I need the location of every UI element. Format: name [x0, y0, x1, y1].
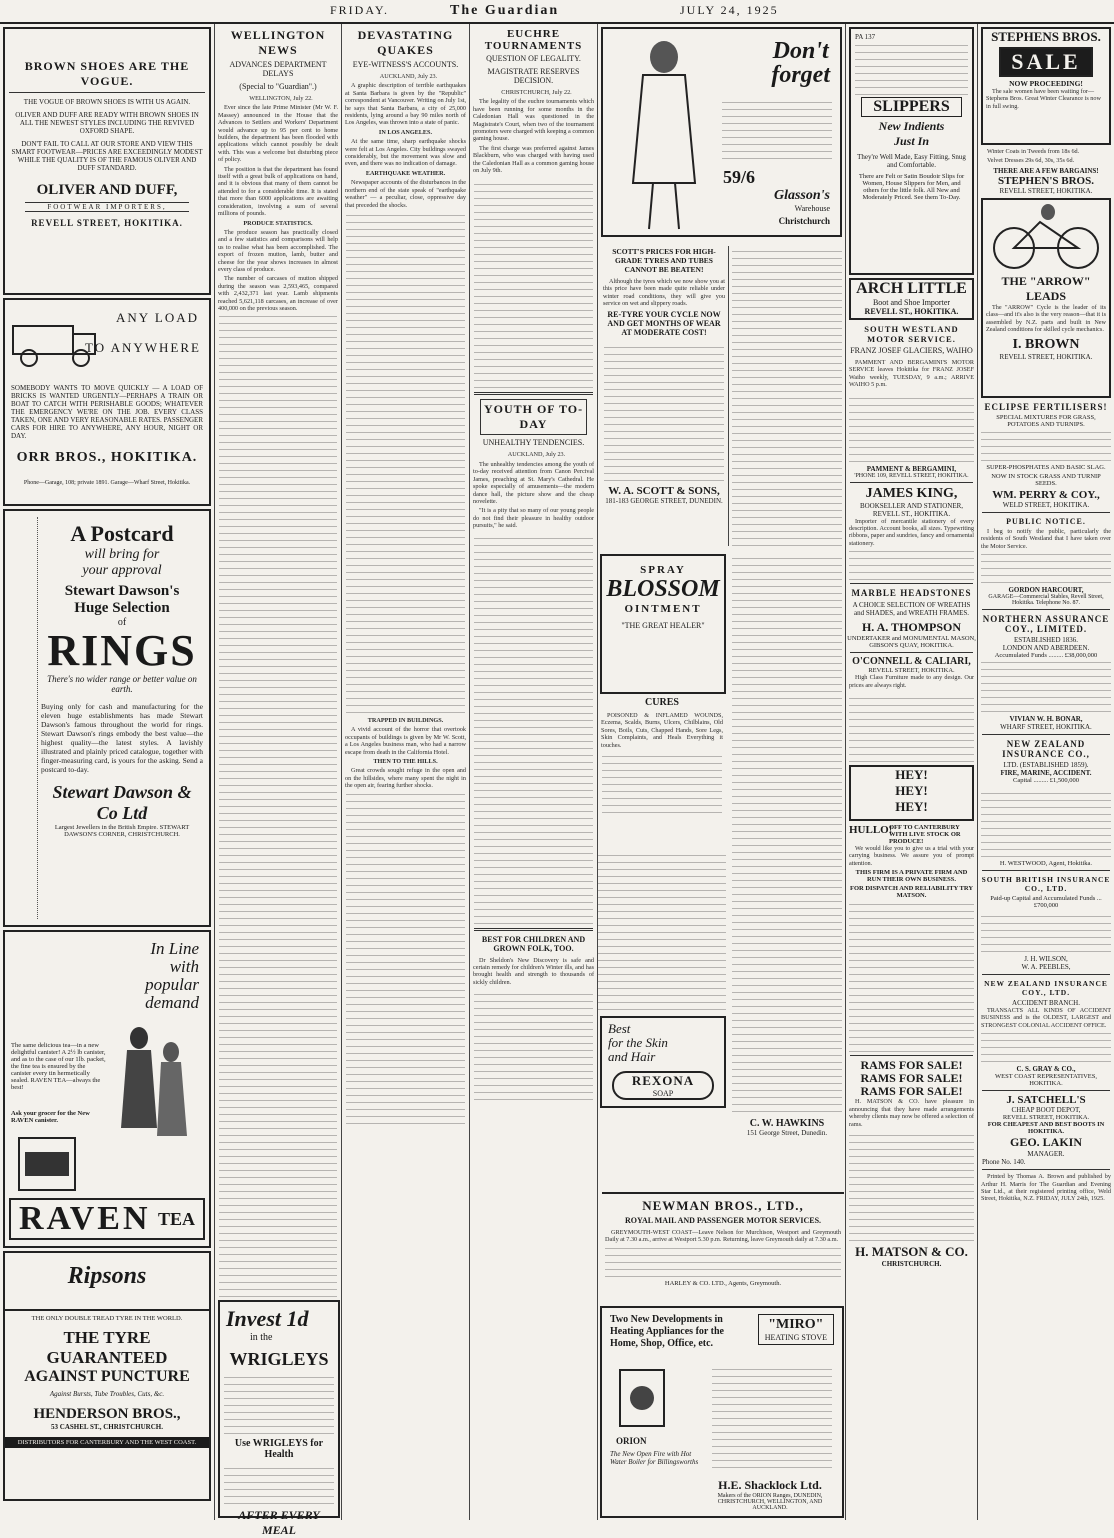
shacklock-headline-1: Two New Developments in [610, 1314, 723, 1325]
blossom-ointment-ad [600, 554, 726, 694]
raven-headline-2: with [169, 957, 199, 976]
raven-tea-ad [3, 930, 211, 1248]
shacklock-firm: H.E. Shacklock Ltd. [718, 1478, 822, 1492]
masthead-paper: The Guardian [450, 3, 560, 18]
public-notice-body: I beg to notify the public, particularly the residents of South Westland that I have taken over the Motor Service. [981, 527, 1111, 550]
motor-service-body: PAMMENT AND BERGAMINI'S MOTOR SERVICE leaves Hokitika for FRANZ JOSEF Waiho weekly, TUESDAY, 9 a.m.; ARRIVE WAIHO 5 p.m. [849, 359, 974, 389]
stephens-address: REVELL STREET, HOKITIKA. [999, 186, 1093, 195]
northern-address: WHARF STREET, HOKITIKA. [1000, 723, 1092, 732]
youth-article [473, 451, 594, 529]
orion-brand: ORION [616, 1436, 647, 1446]
newman-timetable [605, 1247, 841, 1277]
rings-line-5: Huge Selection [74, 600, 170, 616]
blossom-continued-text [602, 753, 722, 813]
quakes-article-2 [345, 717, 466, 790]
james-king-body: Importer of mercantile stationery of every description. Account books, all sizes. Typewriting ribbons, paper and sundries, fancy and ornamental stationery. [849, 517, 974, 547]
euchre-continued-text [474, 178, 593, 388]
fertiliser-text [981, 431, 1111, 461]
wrigleys-in-the: in the [250, 1332, 273, 1343]
wrigleys-brand: WRIGLEYS [229, 1349, 329, 1369]
scott-title: SCOTT'S PRICES FOR HIGH-GRADE TYRES AND TUBES CANNOT BE BEATEN! [612, 247, 716, 274]
quakes-p3: Newspaper accounts of the disturbances in the northern end of the state speak of "earthquake weather" — a peculiar, close, oppressive day that preceded the shocks. [345, 179, 466, 209]
masthead-day: FRIDAY. [330, 3, 390, 17]
scott-address: 181-183 GEORGE STREET, DUNEDIN. [605, 496, 723, 505]
motor-service-title: SOUTH WESTLAND MOTOR SERVICE. [864, 324, 959, 344]
hey-dispatch: FOR DISPATCH AND RELIABILITY TRY MATSON. [849, 885, 974, 900]
wellington-title: WELLINGTON NEWS [230, 28, 326, 57]
soap-cake-icon [612, 1071, 714, 1100]
satchell-role: MANAGER. [1027, 1150, 1065, 1159]
james-king-subtitle: BOOKSELLER AND STATIONER, [859, 501, 964, 510]
hawkins-firm: C. W. HAWKINS [749, 1118, 825, 1129]
load-title-1: ANY LOAD [115, 310, 199, 325]
arrow-address: REVELL STREET, HOKITIKA. [999, 353, 1093, 362]
northern-text [981, 662, 1111, 712]
hullo: HULLO! [849, 824, 893, 837]
matson-firm: H. MATSON & CO. [855, 1243, 968, 1259]
satchell-title: J. SATCHELL'S [1006, 1094, 1086, 1107]
fertiliser-title: ECLIPSE FERTILISERS! [984, 401, 1108, 412]
satchell-manager: GEO. LAKIN [1009, 1135, 1082, 1150]
nzins-lines: FIRE, MARINE, ACCIDENT. [1000, 769, 1092, 778]
wellington-p4: The produce season has practically closed and a few statistics and comparisons will help us to realise what has been accomplished. The export of frozen mutton, lamb, butter and cheese for the year shows increases in almost every class of produce. [218, 228, 338, 273]
oconnell-continued [849, 692, 974, 762]
quakes-continued-text-2 [346, 794, 465, 1124]
glassons-headline-2: forget [771, 62, 830, 88]
tyre-line-1: THE TYRE [63, 1328, 151, 1347]
fertiliser-line-3: NOW IN STOCK GRASS AND TURNIP SEEDS. [991, 472, 1101, 487]
wrigleys-ad [218, 1300, 340, 1537]
wellington-continued-text [219, 316, 337, 1416]
shoes-line-2: OLIVER AND DUFF ARE READY WITH BROWN SHOES IN ALL THE NEWEST STYLES INCLUDING THE REVIVED OXFORD SHAPE. [15, 111, 199, 135]
northern-funds: Accumulated Funds ......... £38,000,000 [994, 652, 1098, 660]
hey-3: HEY! [895, 799, 928, 815]
wrigleys-headline: Invest 1d [226, 1306, 309, 1331]
quakes-dateline: AUCKLAND, July 23. [379, 73, 438, 80]
load-title-2: TO ANYWHERE [84, 340, 201, 355]
wellington-h1: PRODUCE STATISTICS. [243, 219, 313, 227]
euchre-article [473, 89, 594, 174]
glassons-firm: Glasson's [773, 188, 830, 203]
stove-icon [612, 1364, 672, 1434]
motor-service-subtitle: FRANZ JOSEF GLACIERS, WAIHO [850, 346, 973, 355]
newman-body: GREYMOUTH-WEST COAST—Leave Nelson for Murchison, Westport and Greymouth Daily at 7.30 a.m., arrive at Westport 5.30 p.m. Returning, leave Greymouth daily at 7.30 a.m. [605, 1229, 841, 1244]
shacklock-headline-2: Heating Appliances for the [610, 1326, 724, 1337]
matson-city: CHRISTCHURCH. [881, 1259, 942, 1268]
raven-body: The same delicious tea—in a new delightful canister! A 2½ lb canister, and as to the case of our 1lb. packet, the fine tea is ensured by the canister every tin hermetically sealed. RAVEN TEA—always the best! [11, 1042, 106, 1091]
youth-p1: The unhealthy tendencies among the youth of to-day received attention from Canon Percival James, preaching at St. Mary's Cathedral. He spoke especially of amusements—the modern dance hall, the picture show and the cheap novelette. [473, 460, 594, 505]
shoes-trade: FOOTWEAR IMPORTERS, [25, 202, 189, 212]
shacklock-headline-3: Home, Shop, Office, etc. [610, 1338, 714, 1349]
arrow-body: The "ARROW" Cycle is the leader of its class—and it's also is the very reason—that it is assembled by N.Z. parts and built in New Zealand conditions for skilled cycle mechanics. [986, 303, 1106, 334]
euchre-dateline: CHRISTCHURCH, July 22. [501, 89, 572, 96]
quakes-continued-text [346, 213, 465, 713]
thompson-trade: UNDERTAKER and MONUMENTAL MASON, [847, 635, 976, 643]
wrigleys-after-every-meal: AFTER EVERY MEAL [238, 1508, 320, 1537]
stephens-ad [981, 27, 1111, 145]
sbi-capital: Paid-up Capital and Accumulated Funds ... £700,000 [990, 895, 1102, 910]
hey-body: We would like you to give us a trial with your carrying business. We assure you of prompt attention. [849, 845, 974, 867]
tyre-address: 53 CASHEL ST., CHRISTCHURCH. [51, 1423, 163, 1431]
sbi-text [981, 912, 1111, 952]
arrow-firm: I. BROWN [1012, 337, 1080, 353]
arch-little-firm: ARCH LITTLE [856, 280, 967, 297]
tyre-tagline: THE ONLY DOUBLE TREAD TYRE IN THE WORLD. [31, 1315, 183, 1322]
nzins-text [981, 787, 1111, 857]
column-5-text-3 [598, 850, 726, 1010]
children-body: Dr Sheldon's New Discovery is safe and certain remedy for children's Winter ills, and has brought health and strength to thousands of sickly children. [473, 956, 594, 986]
oconnell-title: O'CONNELL & CALIARI, [852, 656, 971, 668]
quakes-subtitle: EYE-WITNESS'S ACCOUNTS. [352, 60, 459, 69]
column-1 [0, 24, 215, 1520]
wrigleys-small-print-2 [224, 1464, 334, 1504]
glassons-small-print [722, 99, 832, 159]
tea-canister-icon [15, 1132, 79, 1192]
raven-headline-4: demand [145, 993, 199, 1012]
youth-continued-text [474, 534, 593, 924]
arrow-cycle-ad [981, 198, 1111, 398]
rams-2: RAMS FOR SALE! [860, 1071, 963, 1086]
blossom-great-healer: "THE GREAT HEALER" [621, 621, 705, 630]
slippers-line-1: They're Well Made, Easy Fitting, Snug and Comfortable. [857, 153, 966, 169]
rings-line-1: A Postcard [70, 521, 174, 546]
column-3 [342, 24, 470, 1520]
hey-livestock: OFF TO CANTERBURY WITH LIVE STOCK OR PRODUCE! [889, 824, 961, 846]
rings-line-4: Stewart Dawson's [64, 583, 180, 599]
sbi-firm: W. A. PEEBLES, [1021, 963, 1071, 972]
column-5-continued-text [732, 246, 842, 546]
hey-box [849, 765, 974, 821]
satchell-body: FOR CHEAPEST AND BEST BOOTS IN HOKITIKA. [987, 1121, 1105, 1136]
nzins-capital: Capital ......... £1,500,000 [1013, 777, 1079, 785]
euchre-subtitle-2: MAGISTRATE RESERVES DECISION. [487, 67, 580, 85]
orion-caption: The New Open Fire with Hot Water Boiler for Billingsworths [610, 1450, 699, 1466]
nzins-subtitle: LTD. (ESTABLISHED 1859). [1003, 761, 1089, 770]
hey-2: HEY! [895, 783, 928, 799]
rings-tagline: There's no wider range or better value on earth. [47, 674, 197, 694]
satchell-address: REVELL STREET, HOKITIKA. [1002, 1114, 1090, 1122]
sbi-title: SOUTH BRITISH INSURANCE CO., LTD. [981, 875, 1111, 894]
glassons-headline-1: Don't [772, 38, 829, 64]
youth-title: YOUTH OF TO-DAY [480, 399, 587, 435]
scott-tyres-ad [600, 246, 729, 546]
nzacc-address: WEST COAST REPRESENTATIVES, HOKITIKA. [995, 1073, 1097, 1088]
wrigleys-health: Use WRIGLEYS for Health [234, 1438, 324, 1460]
newman-subtitle: ROYAL MAIL AND PASSENGER MOTOR SERVICES. [624, 1216, 822, 1225]
women-figures-icon [109, 1018, 189, 1138]
northern-agent: VIVIAN W. H. BONAR, [1009, 715, 1083, 724]
shacklock-small-print [712, 1368, 832, 1468]
ring-border-icon [15, 517, 38, 919]
slippers-just-in: Just In [893, 134, 930, 148]
column-5-continued-text-3 [598, 850, 726, 1010]
raven-headline-1: In Line [150, 939, 199, 958]
glassons-price: 59/6 [723, 167, 756, 187]
stephens-now: NOW PROCEEDING! [1009, 79, 1083, 88]
tyre-line-4: Against Bursts, Tube Troubles, Cuts, &c. [49, 1390, 165, 1398]
tyre-brand: Ripsons [67, 1263, 147, 1289]
northern-subtitle: LONDON AND ABERDEEN. [1002, 644, 1090, 653]
sbi-agent: J. H. WILSON, [1024, 955, 1068, 964]
stephens-line-1: Winter Coats in Tweeds from 18s 6d. [987, 148, 1080, 155]
shacklock-ad [600, 1306, 844, 1518]
shoes-ad [3, 27, 211, 295]
euchre-p2: The first charge was preferred against James Blackburn, who was charged with having used the Caledonian Hall as a common gaming house on July 9th. [473, 144, 594, 175]
shoes-address: REVELL STREET, HOKITIKA. [31, 218, 183, 228]
tyre-footer: DISTRIBUTORS FOR CANTERBURY AND THE WEST COAST. [5, 1437, 209, 1448]
arch-little-trade: Boot and Shoe Importer [872, 298, 951, 307]
rams-continued [849, 1131, 974, 1241]
rexona-brand: REXONA [631, 1073, 695, 1088]
quakes-p4: A vivid account of the horror that overtook occupants of buildings is given by Mr W. Scott, a Los Angeles business man, who had a narrow escape from death in the California Hotel. [345, 726, 466, 756]
raven-ask: Ask your grocer for the New RAVEN canister. [11, 1110, 90, 1124]
quakes-h4: THEN TO THE HILLS. [373, 757, 438, 765]
blossom-spray: SPRAY [640, 564, 686, 576]
newman-title: NEWMAN BROS., LTD., [642, 1198, 804, 1213]
marble-title: MARBLE HEADSTONES [851, 588, 972, 599]
children-continued-text [474, 990, 593, 1100]
tyre-line-2: GUARANTEED [46, 1348, 168, 1367]
rexona-skin: for the Skin [608, 1035, 668, 1050]
glassons-city: Christchurch [778, 216, 830, 226]
thompson-firm: H. A. THOMPSON [861, 620, 962, 635]
youth-dateline: AUCKLAND, July 23. [507, 451, 566, 459]
column-4 [470, 24, 598, 1520]
euchre-subtitle: QUESTION OF LEGALITY. [486, 54, 581, 63]
youth-p2: "It is a pity that so many of our young people do not find their pleasure in healthy outdoor pursuits," he said. [473, 507, 594, 530]
column-5-text-2 [732, 552, 842, 1212]
rings-line-2: will bring for [84, 547, 160, 562]
marble-body: A CHOICE SELECTION OF WREATHS and SHADES, and WREATH FRAMES. [852, 601, 971, 618]
motor-service-timetable [849, 392, 974, 462]
wrigleys-small-print [224, 1374, 334, 1434]
rexona-best: Best [608, 1021, 631, 1036]
slippers-line-2: There are Felt or Satin Boudoir Slips for Women, House Slippers for Men, and others for the little folk. All New and Moderately Priced. See them To-Day. [858, 173, 965, 201]
james-king-address: REVELL ST., HOKITIKA. [872, 509, 951, 518]
scott-firm: W. A. SCOTT & SONS, [608, 484, 720, 497]
arch-little-ad [849, 278, 974, 320]
glassons-ad [601, 27, 842, 237]
motor-service-phone: 'PHONE 109, REVELL STREET, HOKITIKA. [854, 472, 969, 479]
load-ad [3, 298, 211, 506]
arrow-leads: LEADS [1025, 288, 1066, 303]
euchre-p1: The legality of the euchre tournaments which have been running for some months in the Caledonian Hall was questioned in the Magistrate's Court, when two of the tournament promoters were charged with keeping a common gaming house. [473, 98, 594, 143]
scott-price-list [604, 341, 724, 481]
nzacc-firm: C. S. GRAY & CO., [1016, 1065, 1076, 1074]
children-headline: BEST FOR CHILDREN AND GROWN FOLK, TOO. [481, 934, 586, 953]
james-king-continued [849, 550, 974, 580]
shacklock-address: Makers of the ORION Ranges, DUNEDIN, CHRISTCHURCH, WELLINGTON, AND AUCKLAND. [717, 1493, 823, 1511]
blossom-body: POISONED & INFLAMED WOUNDS, Eczema, Scalds, Burns, Ulcers, Chilblains, Old Sores, Boils, Cuts, Chapped Hands, Sore Legs, Skin Complaints, and Heals Everything it touches. [601, 712, 723, 749]
stephens-line-2: Velvet Dresses 29s 6d, 30s, 35s 6d. [987, 157, 1075, 165]
quakes-p2: At the same time, sharp earthquake shocks were felt at Los Angeles. City buildings swayed considerably, but the movement was slow and even, and there was no indication of damage. [345, 138, 466, 168]
quakes-title: DEVASTATING QUAKES [357, 28, 454, 57]
wellington-p2: The position is that the department has found itself with a great bulk of applications on hand, and it is obvious that many of them cannot be attended to for a considerable time. It is stated that more than 6000 applications are awaiting consideration, involving a sum of several millions of pounds. [218, 165, 338, 218]
rexona-soap: SOAP [652, 1089, 674, 1098]
shoes-line-1: THE VOGUE OF BROWN SHOES IS WITH US AGAIN. [23, 98, 191, 106]
wellington-dateline: WELLINGTON, July 22. [249, 95, 313, 102]
masthead-date: JULY 24, 1925 [680, 3, 779, 17]
newman-bros-ad [602, 1192, 844, 1304]
raven-tea-word: TEA [157, 1208, 195, 1229]
raven-brand: RAVEN [19, 1200, 151, 1237]
scott-body: Although the tyres which we now show you at this price have been made quite reliable under winter road conditions, they will give you service on wet and slippery roads. [603, 278, 725, 308]
quakes-article [345, 73, 466, 209]
slippers-new: New Indients [878, 119, 945, 133]
nzins-title: NEW ZEALAND INSURANCE CO., [1002, 739, 1090, 760]
fertiliser-line-2: SUPER-PHOSPHATES AND BASIC SLAG. [986, 463, 1106, 471]
column-5-text [732, 246, 842, 546]
rams-body: H. MATSON & CO. have pleasure in announcing that they have made arrangements whereby clients may now be offered a selection of rams. [849, 1098, 974, 1128]
quakes-h3: TRAPPED IN BUILDINGS. [367, 716, 444, 724]
satchell-phone: Phone No. 140. [982, 1158, 1026, 1167]
load-body: SOMEBODY WANTS TO MOVE QUICKLY — A LOAD OF BRICKS IS WANTED URGENTLY—PERHAPS A TRAIN OR BOAT TO CATCH WITH PERISHABLE GOODS; WHATEVER THE EMERGENCY WE'RE ON THE JOB. EVERY CLASS TAKEN, ONE AND VERY REASONABLE RATES. PASSENGER CARS FOR HIRE TO ANYWHERE, ANY HOUR, NIGHT OR DAY. [11, 384, 203, 440]
column-5-continued-text-2 [732, 552, 842, 1112]
stephens-firm: STEPHEN'S BROS. [998, 174, 1094, 187]
hey-private-firm: THIS FIRM IS A PRIVATE FIRM AND RUN THEIR OWN BUSINESS. [855, 869, 968, 884]
blossom-ointment: OINTMENT [624, 603, 702, 615]
stephens-body: The sale women have been waiting for—Stephens Bros. Great Winter Clearance is now in full swing. [986, 88, 1101, 110]
miro-brand: "MIRO" [768, 1317, 824, 1332]
woman-figure-icon [609, 33, 719, 233]
rings-ad [3, 509, 211, 927]
quakes-h1: IN LOS ANGELES. [378, 128, 433, 136]
nzacc-body: TRANSACTS ALL KINDS OF ACCIDENT BUSINESS and is the OLDEST, LARGEST and STRONGEST COLONIAL ACCIDENT OFFICE. [981, 1007, 1111, 1029]
slippers-title: SLIPPERS [861, 97, 962, 117]
load-phone: Phone—Garage, 108; private 1891. Garage—Wharf Street, Hokitika. [23, 480, 191, 486]
rings-line-3: your approval [82, 563, 162, 578]
quakes-p5: Great crowds sought refuge in the open and on the hillsides, where many spent the night in the open air, fearing further shocks. [345, 767, 466, 790]
slippers-code: PA 137 [855, 33, 876, 41]
truck-icon [11, 308, 101, 368]
james-king-title: JAMES KING, [865, 485, 958, 501]
oconnell-body: High Class Furniture made to any design. Our prices are always right. [849, 674, 974, 689]
public-notice-address: GARAGE—Commercial Stables, Revell Street, Hokitika. Telephone No. 87. [988, 594, 1104, 607]
nzacc-title: NEW ZEALAND INSURANCE COY., LTD. [984, 979, 1108, 998]
blossom-brand: BLOSSOM [606, 576, 720, 602]
column-2 [215, 24, 342, 1520]
imprint: Printed by Thomas A. Brown and published by Arthur H. Marris for The Guardian and Evening Star Ltd., at their registered printing office, Weld Street, Hokitika, N.Z. FRIDAY, JULY 24th, 1925. [981, 1173, 1111, 1203]
wellington-subtitle: ADVANCES DEPARTMENT DELAYS [229, 60, 327, 78]
wellington-special: (Special to "Guardian".) [239, 82, 317, 91]
oconnell-address: REVELL STREET, HOKITIKA. [868, 667, 955, 675]
nzacc-subtitle: ACCIDENT BRANCH. [1012, 999, 1080, 1008]
rings-line-6: of [117, 617, 127, 628]
shoes-line-3: DON'T FAIL TO CALL AT OUR STORE AND VIEW THIS SMART FOOTWEAR—PRICES ARE EXCEEDINGLY MODEST WHILE THE QUALITY IS OF THE FAMOUS OLIVER AND DUFF STANDARD. [11, 140, 203, 172]
thompson-address: GIBSON'S QUAY, HOKITIKA. [869, 642, 954, 650]
column-6 [846, 24, 978, 1520]
rams-1: RAMS FOR SALE! [860, 1058, 963, 1073]
northern-title: NORTHERN ASSURANCE COY., LIMITED. [982, 614, 1110, 635]
perry-address: WELD STREET, HOKITIKA. [1002, 500, 1090, 509]
column-7 [978, 24, 1114, 1520]
quakes-p1: A graphic description of terrible earthquakes at Santa Barbara is given by the "Republic" correspondent at Vancouver. Writing on July 1st, he says that Santa Barbara, a city of 25,000 residents, lying around a bay 90 miles north of Los Angeles, was thrown into a state of panic. [345, 82, 466, 127]
miro-heating-stove: HEATING STOVE [764, 1333, 827, 1342]
youth-subtitle: UNHEALTHY TENDENCIES. [482, 438, 585, 448]
tyre-firm: HENDERSON BROS., [33, 1406, 181, 1422]
public-notice-title: PUBLIC NOTICE. [1006, 516, 1086, 526]
rexona-ad [600, 1016, 726, 1108]
nzacc-text [981, 1032, 1111, 1062]
wellington-article [218, 95, 338, 312]
slippers-illustration [855, 45, 968, 95]
perry-firm: WM. PERRY & COY., [992, 488, 1100, 501]
newman-agents: HARLEY & CO. LTD., Agents, Greymouth. [664, 1279, 782, 1287]
stephens-bargains: THERE ARE A FEW BARGAINS! [993, 166, 1099, 175]
load-firm: ORR BROS., HOKITIKA. [16, 450, 198, 465]
northern-established: ESTABLISHED 1836. [1014, 636, 1078, 645]
quakes-h2: EARTHQUAKE WEATHER. [365, 169, 446, 177]
rings-title: RINGS [47, 626, 197, 675]
rings-signature: Stewart Dawson & Co Ltd [52, 782, 192, 823]
tyre-arch [5, 1253, 209, 1311]
rexona-hair: and Hair [608, 1049, 656, 1064]
shoes-title: BROWN SHOES ARE THE VOGUE. [24, 59, 190, 88]
hey-1: HEY! [895, 767, 928, 783]
fertiliser-line-1: SPECIAL MIXTURES FOR GRASS, POTATOES AND TURNIPS. [996, 413, 1096, 428]
arch-little-address: REVELL ST., HOKITIKA. [864, 307, 959, 316]
public-notice-text [981, 553, 1111, 583]
hawkins-address: 151 George Street, Dunedin. [746, 1129, 828, 1137]
rings-footer: Largest Jewellers in the British Empire. STEWART DAWSON'S CORNER, CHRISTCHURCH. [54, 824, 190, 838]
rams-3: RAMS FOR SALE! [860, 1084, 963, 1099]
slippers-ad [849, 27, 974, 275]
hey-continued [849, 902, 974, 1052]
euchre-title: EUCHRE TOURNAMENTS [484, 28, 583, 52]
motor-service-firm: PAMMENT & BERGAMINI, [866, 464, 957, 473]
scott-headline: RE-TYRE YOUR CYCLE NOW AND GET MONTHS OF WEAR AT MODERATE COST! [607, 309, 721, 337]
rings-body: Buying only for cash and manufacturing for the eleven huge establishments has made Stewart Dawson's famous throughout the world for rings. Stewart Dawson's rings embody the best value—the highest quality—the latest styles. A lavishly illustrated and plainly priced catalogue, together with finger-measuring card, is yours for the asking. Send a postcard to-day. [41, 702, 203, 774]
tyre-line-3: AGAINST PUNCTURE [24, 1368, 190, 1385]
glassons-warehouse: Warehouse [794, 204, 830, 213]
satchell-subtitle: CHEAP BOOT DEPOT, [1011, 1106, 1081, 1115]
tyre-ad [3, 1251, 211, 1501]
masthead [0, 0, 1114, 24]
blossom-cures: CURES [645, 697, 679, 708]
public-notice-signature: GORDON HARCOURT, [1008, 586, 1084, 595]
stephens-title: STEPHENS BROS. [991, 29, 1101, 44]
wellington-p5: The number of carcases of mutton shipped during the season was 2,593,465, compared with 2,432,371 last year. Lamb shipments reached 5,621,118 carcases, an increase of over 400,000 on the previous season. [218, 275, 338, 312]
wellington-p1: Ever since the late Prime Minister (Mr W. F. Massey) announced in the House that the Advances to Settlers and Workers' Department would advance up to 95 per cent to home builders, the department has been flooded with applications which cannot possibly be dealt with. This was a welcome but disturbing piece of policy. [218, 104, 338, 164]
shoes-firm: OLIVER AND DUFF, [36, 182, 178, 198]
raven-headline-3: popular [145, 975, 199, 994]
nzins-agent: H. WESTWOOD, Agent, Hokitika. [999, 860, 1093, 868]
stephens-sale: SALE [999, 47, 1093, 77]
arrow-title: THE "ARROW" [1001, 273, 1091, 288]
bicycle-icon [986, 202, 1106, 272]
blossom-text [598, 696, 726, 846]
